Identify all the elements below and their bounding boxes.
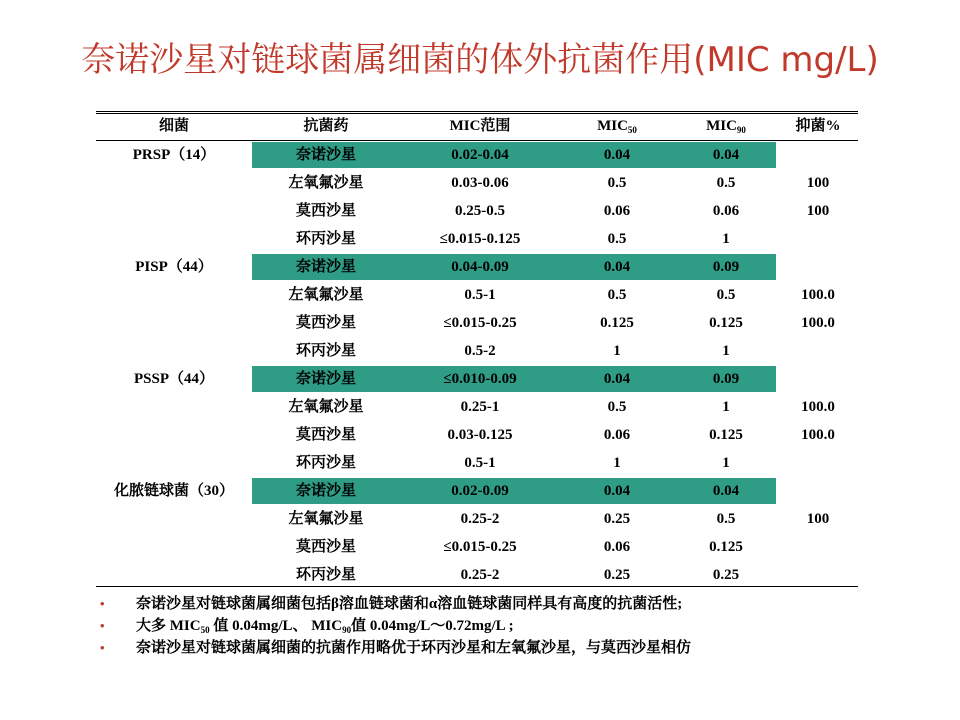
cell-mic50: 0.06 — [603, 427, 631, 443]
cell-mic50: 0.04 — [603, 259, 631, 275]
cell-inhibition: 100.0 — [801, 427, 835, 443]
cell-drug: 左氧氟沙星 — [288, 511, 364, 527]
cell-drug: 奈诺沙星 — [295, 483, 356, 499]
cell-inhibition — [778, 449, 858, 477]
bullet-text: 奈诺沙星对链球菌属细菌的抗菌作用略优于环丙沙星和左氧氟沙星，与莫西沙星相仿 — [136, 640, 692, 656]
bullet-item — [100, 593, 940, 615]
cell-mic90: 1 — [722, 455, 730, 471]
cell-bacteria-group: PRSP（14） — [132, 147, 216, 163]
cell-inhibition: 100 — [806, 511, 830, 527]
cell-inhibition: 100 — [806, 203, 830, 219]
cell-mic50: 0.04 — [603, 483, 631, 499]
cell-mic90: 0.25 — [712, 567, 740, 583]
cell-mic90: 0.04 — [712, 483, 740, 499]
cell-inhibition — [778, 533, 858, 561]
cell-mic-range: 0.25-1 — [460, 399, 500, 415]
cell-mic90: 1 — [722, 399, 730, 415]
header-inhibition-percent: 抑菌% — [795, 118, 841, 134]
cell-mic-range: 0.03-0.125 — [447, 427, 513, 443]
bullet-text: 奈诺沙星对链球菌属细菌包括β溶血链球菌和α溶血链球菌同样具有高度的抗菌活性; — [136, 596, 683, 612]
cell-mic50: 0.5 — [607, 175, 627, 191]
cell-inhibition — [778, 365, 858, 393]
cell-inhibition — [778, 561, 858, 589]
cell-mic50: 0.04 — [603, 147, 631, 163]
cell-mic50: 0.06 — [603, 539, 631, 555]
cell-mic-range: ≤0.015-0.25 — [443, 539, 517, 555]
cell-mic-range: 0.25-2 — [460, 511, 500, 527]
cell-drug: 左氧氟沙星 — [288, 399, 364, 415]
header-drug: 抗菌药 — [303, 118, 349, 134]
cell-drug: 莫西沙星 — [295, 427, 356, 443]
bullet-item — [100, 615, 940, 637]
cell-drug: 莫西沙星 — [295, 203, 356, 219]
cell-bacteria-group: 化脓链球菌（30） — [113, 483, 234, 499]
cell-mic-range: 0.5-2 — [464, 343, 496, 359]
cell-inhibition: 100.0 — [801, 399, 835, 415]
cell-inhibition — [778, 141, 858, 169]
cell-drug: 左氧氟沙星 — [288, 287, 364, 303]
cell-mic50: 0.04 — [603, 371, 631, 387]
cell-inhibition — [778, 477, 858, 505]
cell-drug: 左氧氟沙星 — [288, 175, 364, 191]
cell-mic90: 0.09 — [712, 259, 740, 275]
cell-mic50: 0.125 — [600, 315, 634, 331]
cell-mic90: 0.06 — [712, 203, 740, 219]
cell-mic90: 0.5 — [716, 511, 736, 527]
cell-drug: 莫西沙星 — [295, 315, 356, 331]
cell-drug: 奈诺沙星 — [295, 147, 356, 163]
cell-mic90: 0.09 — [712, 371, 740, 387]
cell-inhibition: 100.0 — [801, 315, 835, 331]
cell-mic-range: ≤0.015-0.25 — [443, 315, 517, 331]
cell-mic50: 0.25 — [603, 511, 631, 527]
cell-drug: 奈诺沙星 — [295, 371, 356, 387]
cell-mic-range: ≤0.010-0.09 — [443, 371, 517, 387]
page-title: 奈诺沙星对链球菌属细菌的体外抗菌作用(MIC mg/L) — [81, 40, 879, 80]
cell-drug: 莫西沙星 — [295, 539, 356, 555]
cell-mic90: 0.5 — [716, 287, 736, 303]
header-bacteria: 细菌 — [158, 118, 189, 134]
cell-mic50: 0.5 — [607, 231, 627, 247]
cell-mic90: 0.125 — [709, 427, 743, 443]
cell-mic-range: 0.04-0.09 — [451, 259, 509, 275]
cell-bacteria-group: PSSP（44） — [133, 371, 214, 387]
table-top-rule — [96, 111, 858, 112]
cell-mic90: 0.5 — [716, 175, 736, 191]
cell-mic-range: 0.5-1 — [464, 287, 496, 303]
cell-mic-range: 0.25-0.5 — [455, 203, 505, 219]
cell-inhibition — [778, 253, 858, 281]
header-mic50: $MIC_{50}$ — [597, 118, 637, 135]
cell-mic90: 0.125 — [709, 539, 743, 555]
cell-mic50: 1 — [613, 343, 621, 359]
cell-mic50: 0.5 — [607, 287, 627, 303]
header-mic-range: MIC范围 — [449, 118, 511, 134]
cell-mic-range: ≤0.015-0.125 — [439, 231, 521, 247]
cell-mic90: 0.125 — [709, 315, 743, 331]
cell-drug: 环丙沙星 — [295, 455, 356, 471]
cell-mic50: 0.5 — [607, 399, 627, 415]
cell-mic90: 0.04 — [712, 147, 740, 163]
cell-bacteria-group: PISP（44） — [135, 259, 213, 275]
cell-mic-range: 0.02-0.09 — [451, 483, 509, 499]
bullet-marker: • — [100, 618, 105, 633]
cell-inhibition: 100.0 — [801, 287, 835, 303]
cell-mic-range: 0.5-1 — [464, 455, 496, 471]
cell-mic-range: 0.03-0.06 — [451, 175, 509, 191]
cell-mic-range: 0.02-0.04 — [451, 147, 509, 163]
cell-inhibition — [778, 225, 858, 253]
bullet-marker: • — [100, 596, 105, 611]
bullet-text: 大多 $MIC_{50}$ 值 0.04mg/L、 $MIC_{90}$值 0.04mg/L～0.72mg/L ; — [136, 618, 514, 635]
cell-mic50: 0.06 — [603, 203, 631, 219]
cell-inhibition — [778, 337, 858, 365]
cell-drug: 环丙沙星 — [295, 343, 356, 359]
conclusion-list — [100, 593, 940, 659]
cell-inhibition: 100 — [806, 175, 830, 191]
cell-drug: 奈诺沙星 — [295, 259, 356, 275]
cell-drug: 环丙沙星 — [295, 231, 356, 247]
cell-mic-range: 0.25-2 — [460, 567, 500, 583]
header-mic90: $MIC_{90}$ — [706, 118, 746, 135]
cell-mic90: 1 — [722, 231, 730, 247]
cell-mic90: 1 — [722, 343, 730, 359]
bullet-marker: • — [100, 640, 105, 655]
bullet-item — [100, 637, 940, 659]
cell-mic50: 0.25 — [603, 567, 631, 583]
cell-mic50: 1 — [613, 455, 621, 471]
cell-drug: 环丙沙星 — [295, 567, 356, 583]
